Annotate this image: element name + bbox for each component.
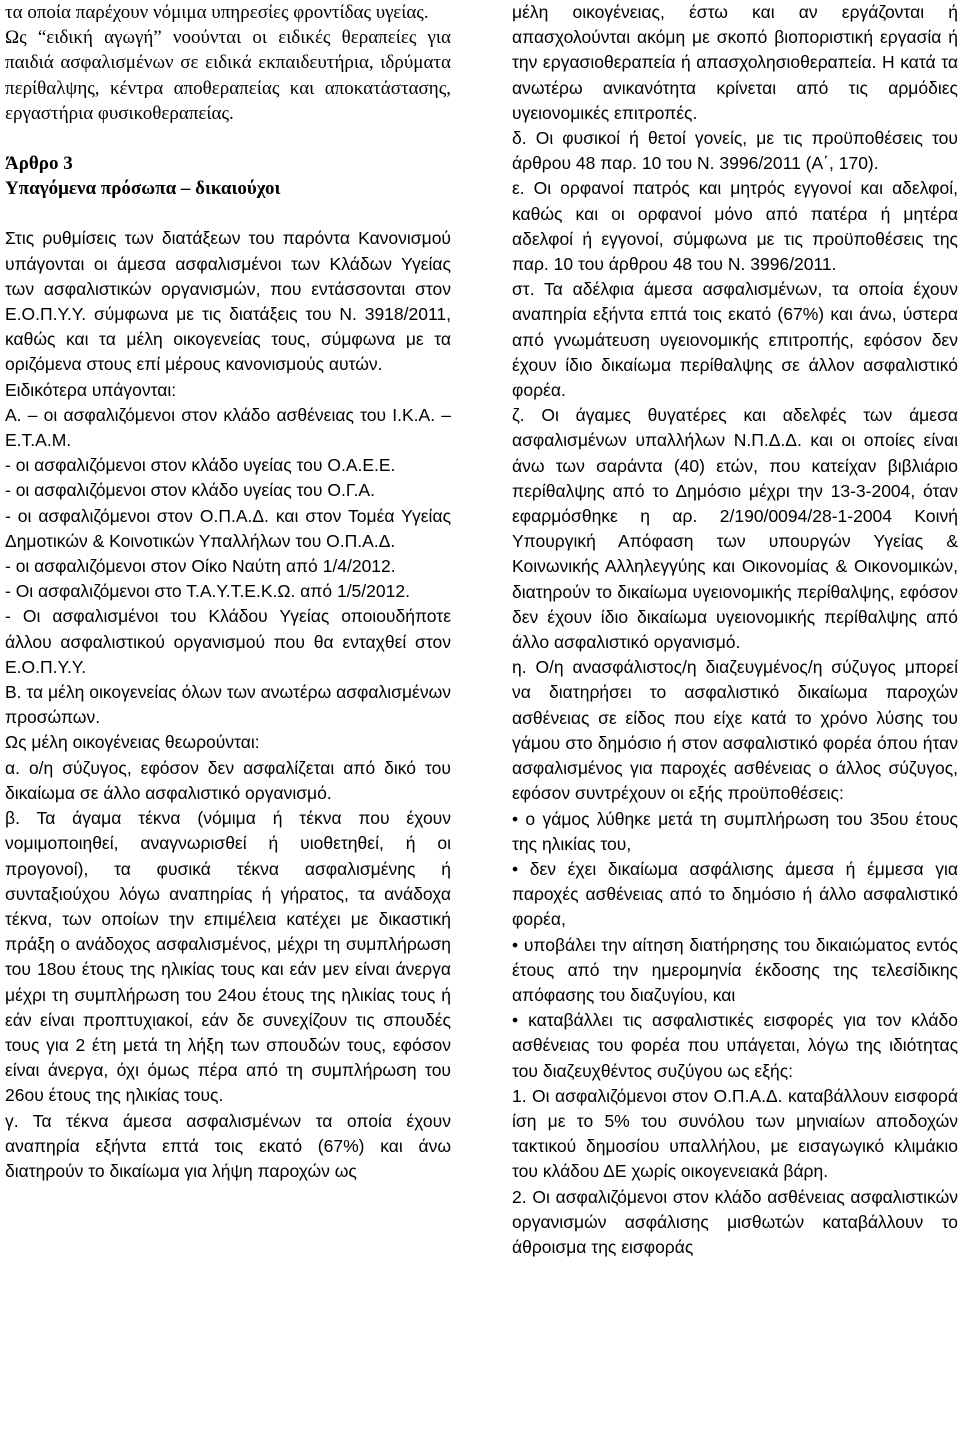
bullet-item: • καταβάλλει τις ασφαλιστικές εισφορές για τον κλάδο ασθένειας του φορέα που υπάγεται, λόγω της ιδιότητας του διαζευχθέντος συζύγου ως εξής: <box>512 1010 958 1081</box>
body-paragraph: γ. Τα τέκνα άμεσα ασφαλισμένων τα οποία έχουν αναπηρία εξήντα επτά τοις εκατό (67%) και άνω διατηρούν το δικαίωμα για λήψη παροχών ως <box>5 1110 451 1181</box>
body-paragraph: - οι ασφαλιζόμενοι στον Ο.Π.Α.Δ. και στον Τομέα Υγείας Δημοτικών & Κοινοτικών Υπαλλήλων του Ο.Π.Α.Δ. <box>5 505 451 551</box>
body-paragraph: - Οι ασφαλιζόμενοι στο Τ.Α.Υ.Τ.Ε.Κ.Ω. από 1/5/2012. <box>5 581 410 602</box>
body-paragraph: Β. τα μέλη οικογενείας όλων των ανωτέρω ασφαλισμένων προσώπων. <box>5 682 452 728</box>
article-number: Άρθρο 3 <box>5 153 73 175</box>
body-paragraph: στ. Τα αδέλφια άμεσα ασφαλισμένων, τα οποία έχουν αναπηρία εξήντα επτά τοις εκατό (67%) και άνω, ύστερα από γνωμάτευση υγειονομικής επιτροπής, εφόσον δεν έχουν ίδιο δικαίωμα περίθαλψης σε άλλον ασφαλιστικό φορέα. <box>512 279 958 401</box>
body-paragraph: δ. Οι φυσικοί ή θετοί γονείς, με τις προϋποθέσεις του άρθρου 48 παρ. 10 του Ν. 3996/2011 (Α΄, 170). <box>512 128 958 174</box>
body-paragraph: μέλη οικογένειας, έστω και αν εργάζονται ή απασχολούνται ακόμη με σκοπό βιοποριστική εργασία ή την εργασιοθεραπεία ή απασχολησιοθεραπεία. Η κατά τα ανωτέρω ανικανότητα κρίνεται από τις αρμόδιες υγειονομικές επιτροπές. <box>512 2 958 123</box>
body-paragraph: β. Τα άγαμα τέκνα (νόμιμα ή τέκνα που έχουν νομιμοποιηθεί, αναγνωρισθεί ή υιοθετηθεί, ή οι προγονοί), τα φυσικά τέκνα ασφαλισμένης ή συνταξιούχου λόγω αναπηρίας ή γήρατος, τα ανάδοχα τέκνα, των οποίων την επιμέλεια κατέχει με δικαστική πράξη ο ανάδοχος ασφαλισμένος, μέχρι τη συμπλήρωση του 18ου έτους της ηλικίας τους και εάν μεν είναι άνεργα μέχρι τη συμπλήρωση του 24ου έτους της ηλικίας τους ή εάν είναι προπτυχιακοί, εάν δε συνεχίζουν τις σπουδές τους για 2 έτη μετά τη λήξη των σπουδών τους, εφόσον είναι άνεργα, όχι όμως πέρα από τη συμπλήρωση του 26ου έτους της ηλικίας τους. <box>5 808 451 1106</box>
body-paragraph: α. ο/η σύζυγος, εφόσον δεν ασφαλίζεται από δικό του δικαίωμα σε άλλο ασφαλιστικό οργανισμό. <box>5 757 451 803</box>
body-paragraph: Ειδικότερα υπάγονται: <box>5 379 177 400</box>
body-paragraph: ε. Οι ορφανοί πατρός και μητρός εγγονοί και αδελφοί, καθώς και οι ορφανοί μόνο από πατέρα ή μητέρα αδελφοί ή εγγονοί, σύμφωνα με τις προϋποθέσεις της παρ. 10 του άρθρου 48 του Ν. 3996/2011. <box>512 178 958 275</box>
body-paragraph: ζ. Οι άγαμες θυγατέρες και αδελφές των άμεσα ασφαλισμένων υπαλλήλων Ν.Π.Δ.Δ. και οι οποίες είναι άνω των σαράντα (40) ετών, που κατείχαν βιβλιάριο περίθαλψης από το Δημόσιο μέχρι την 13-3-2004, όταν εφαρμόσθηκε η αρ. 2/190/0094/28-1-2004 Κοινή Υπουργική Απόφαση των υπουργών Υγείας & Κοινωνικής Αλληλεγγύης και Οικονομίας & Οικονομικών, διατηρούν το δικαίωμα υγειονομικής περίθαλψης, εφόσον δεν έχουν ίδιο δικαίωμα υγειονομικής περίθαλψης από άλλο ασφαλιστικό οργανισμό. <box>512 405 958 653</box>
spacer <box>5 126 451 151</box>
body-paragraph: η. Ο/η ανασφάλιστος/η διαζευγμένος/η σύζυγος μπορεί να διατηρήσει το ασφαλιστικό δικαίωμα παροχών ασθένειας σε είδος που είχε κατά το χρόνο λύσης του γάμου στο δημόσιο ή στον ασφαλιστικό φορέα όπου ήταν ασφαλισμένος για παροχές ασθένειας ο άλλος σύζυγος, εφόσον συντρέχουν οι εξής προϋποθέσεις: <box>512 657 958 804</box>
body-paragraph: 2. Οι ασφαλιζόμενοι στον κλάδο ασθένειας ασφαλιστικών οργανισμών ασφάλισης μισθωτών καταβάλλουν το άθροισμα της εισφοράς <box>512 1186 958 1257</box>
intro-paragraph: Ως “ειδική αγωγή” νοούνται οι ειδικές θεραπείες για παιδιά ασφαλισμένων σε ειδικά εκπαιδευτήρια, ιδρύματα περίθαλψης, κέντρα αποθεραπείας και αποκατάστασης, εργαστήρια φυσικοθεραπείας. <box>5 27 451 124</box>
body-paragraph: Α. – οι ασφαλιζόμενοι στον κλάδο ασθένειας του Ι.Κ.Α. – Ε.Τ.Α.Μ. <box>5 404 451 451</box>
bullet-item: • δεν έχει δικαίωμα ασφάλισης άμεσα ή έμμεσα για παροχές ασθένειας από το δημόσιο ή άλλο ασφαλιστικό φορέα, <box>512 858 958 930</box>
body-paragraph: - οι ασφαλιζόμενοι στον κλάδο υγείας του Ο.Α.Ε.Ε. <box>5 455 396 476</box>
left-column <box>5 0 451 1184</box>
body-paragraph: Ως μέλη οικογένειας θεωρούνται: <box>5 732 260 753</box>
intro-paragraph: τα οποία παρέχουν νόμιμα υπηρεσίες φροντίδας υγείας. <box>5 2 429 23</box>
right-column <box>512 0 958 1260</box>
body-paragraph: 1. Οι ασφαλιζόμενοι στον Ο.Π.Α.Δ. καταβάλλουν εισφορά ίση με το 5% του συνόλου των μηνιαίων αποδοχών τακτικού δημοσίου υπαλλήλου, με εισαγωγικό κλιμάκιο του κλάδου ΔΕ χωρίς οικογενειακά βάρη. <box>512 1085 958 1182</box>
body-paragraph: Στις ρυθμίσεις των διατάξεων του παρόντα Κανονισμού υπάγονται οι άμεσα ασφαλισμένοι των Κλάδων Υγείας των ασφαλιστικών οργανισμών, που εντάσσονται στον Ε.Ο.Π.Υ.Υ. σύμφωνα με τις διατάξεις του Ν. 3918/2011, καθώς και τα μέλη οικογενείας τους, σύμφωνα με τα οριζόμενα στους επί μέρους κανονισμούς αυτών. <box>5 228 451 375</box>
spacer <box>5 201 451 226</box>
body-paragraph: - οι ασφαλιζόμενοι στον κλάδο υγείας του Ο.Γ.Α. <box>5 480 375 501</box>
bullet-item: • υποβάλει την αίτηση διατήρησης του δικαιώματος εντός έτους από την ημερομηνία έκδοσης της τελεσίδικης απόφασης του διαζυγίου, και <box>512 934 958 1005</box>
article-title: Υπαγόμενα πρόσωπα – δικαιούχοι <box>5 178 281 200</box>
body-paragraph: - Οι ασφαλισμένοι του Κλάδου Υγείας οποιουδήποτε άλλου ασφαλιστικού οργανισμού που θα ενταχθεί στον Ε.Ο.Π.Υ.Υ. <box>5 606 451 677</box>
bullet-item: • ο γάμος λύθηκε μετά τη συμπλήρωση του 35ου έτους της ηλικίας του, <box>512 808 958 854</box>
body-paragraph: - οι ασφαλιζόμενοι στον Οίκο Ναύτη από 1/4/2012. <box>5 556 396 577</box>
